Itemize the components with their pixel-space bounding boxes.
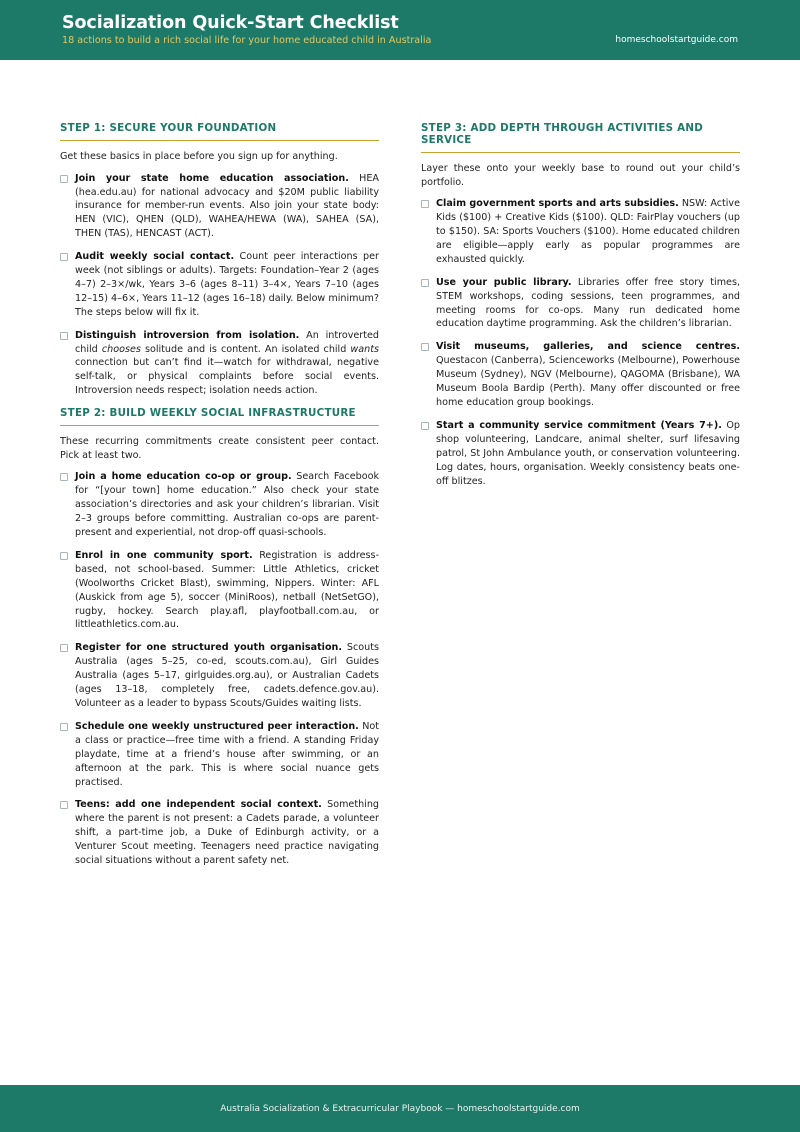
checkbox-icon[interactable] <box>421 343 429 351</box>
site-url: homeschoolstartguide.com <box>615 35 738 45</box>
checklist-item-text: Libraries offer free story times, STEM workshops, coding sessions, teen programmes, and meeting rooms for co-ops. Many run dedicated home education daytime programming. Ask the children’s librarian. <box>436 276 740 330</box>
checklist-item[interactable] <box>421 197 740 267</box>
checkbox-icon[interactable] <box>60 253 68 261</box>
checklist-item-body <box>75 250 379 320</box>
checklist-item[interactable] <box>421 340 740 410</box>
checklist-item-lead: Visit museums, galleries, and science centres. <box>436 341 740 353</box>
checkbox-icon[interactable] <box>60 332 68 340</box>
checklist-item-text: Questacon (Canberra), Scienceworks (Melbourne), Powerhouse Museum (Sydney), NGV (Melbourne), QAGOMA (Brisbane), WA Museum Boola Bardip (Perth). Many offer discounted or free home education group bookings. <box>436 355 740 408</box>
checkbox-icon[interactable] <box>60 644 68 652</box>
checklist-item-lead: Distinguish introversion from isolation. <box>75 329 300 341</box>
page-header <box>0 0 800 60</box>
two-column-layout <box>60 122 740 1082</box>
section-intro: These recurring commitments create consistent peer contact. Pick at least two. <box>60 436 379 461</box>
checklist-item-text: Registration is address-based, not school-based. Summer: Little Athletics, cricket (Woolworths Cricket Blast), swimming, Nippers. Winter: AFL (Auskick from age 5), soccer (MiniRoos), netball (NetSetGO), rugby, hockey. Search play.afl, playfootball.com.au, or littleathletics.com.au. <box>75 549 379 631</box>
checklist-item-body <box>75 641 379 711</box>
checklist-item-body <box>436 197 740 267</box>
checkbox-icon[interactable] <box>60 801 68 809</box>
checklist-item-lead: Teens: add one independent social context. <box>75 799 322 811</box>
checkbox-icon[interactable] <box>60 723 68 731</box>
checklist-item-text: Op shop volunteering, Landcare, animal shelter, surf lifesaving patrol, St John Ambulance youth, or conservation volunteering. Log dates, hours, organisation. Weekly consistency beats one-off blitzes. <box>436 419 740 487</box>
checklist-item[interactable] <box>60 798 379 868</box>
checkbox-icon[interactable] <box>421 279 429 287</box>
checklist-item-lead: Use your public library. <box>436 276 572 288</box>
checklist-section <box>421 122 740 488</box>
checklist-item-body <box>436 276 740 332</box>
checklist-section <box>60 122 379 398</box>
checklist-item-text: Something where the parent is not present: a Cadets parade, a volunteer shift, a part-time job, a Duke of Edinburgh activity, or a Venturer Scout meeting. Teenagers need practice navigating social situations without a parent safety net. <box>75 799 379 867</box>
checklist-item[interactable] <box>60 172 379 242</box>
checkbox-icon[interactable] <box>421 200 429 208</box>
checklist-item[interactable] <box>60 470 379 540</box>
checklist-item-lead: Claim government sports and arts subsidies. <box>436 198 679 210</box>
checklist-item-lead: Join your state home education association. <box>75 172 349 184</box>
checklist-item[interactable] <box>60 250 379 320</box>
checkbox-icon[interactable] <box>421 422 429 430</box>
checklist-item-body <box>436 340 740 410</box>
section-heading: STEP 3: ADD DEPTH THROUGH ACTIVITIES AND SERVICE <box>421 122 740 153</box>
checklist-section <box>60 407 379 868</box>
footer-text: Australia Socialization & Extracurricular Playbook — homeschoolstartguide.com <box>220 1103 580 1114</box>
checklist-item-body <box>75 549 379 632</box>
section-intro: Get these basics in place before you sign up for anything. <box>60 151 338 162</box>
page-title: Socialization Quick-Start Checklist <box>62 12 399 33</box>
checkbox-icon[interactable] <box>60 175 68 183</box>
checklist-item-text: HEA (hea.edu.au) for national advocacy and $20M public liability insurance for member-run events. Also join your state body: HEN (VIC), QHEN (QLD), WAHEA/HEWA (WA), SAHEA (SA), THEN (TAS), HENCAST (ACT). <box>75 172 379 240</box>
checklist-item-text: Search Facebook for “[your town] home education.” Also check your state association’s directories and ask your children’s librarian. Visit 2–3 groups before committing. Australian co-ops are parent-present and experiential, not drop-off quasi-schools. <box>75 471 380 539</box>
section-heading: STEP 2: BUILD WEEKLY SOCIAL INFRASTRUCTURE <box>60 407 379 426</box>
checklist-item[interactable] <box>60 329 379 399</box>
checklist-item[interactable] <box>60 549 379 632</box>
checklist-item-lead: Schedule one weekly unstructured peer interaction. <box>75 720 359 732</box>
checklist-item-lead: Enrol in one community sport. <box>75 549 253 561</box>
section-heading: STEP 1: SECURE YOUR FOUNDATION <box>60 122 379 141</box>
checklist-item-text: Scouts Australia (ages 5–25, co-ed, scouts.com.au), Girl Guides Australia (ages 5–17, girlguides.org.au), or Australian Cadets (ages 13–18, completely free, cadets.defence.gov.au). Volunteer as a leader to bypass Scouts/Guides waiting lists. <box>75 642 380 710</box>
page-content <box>0 60 800 1085</box>
checklist-item-lead: Start a community service commitment (Years 7+). <box>436 419 722 431</box>
checklist-item-text: Not a class or practice—free time with a friend. A standing Friday playdate, time at a friend’s house after swimming, or an afternoon at the park. This is where social nuance gets practised. <box>75 720 380 788</box>
page-subtitle: 18 actions to build a rich social life for your home educated child in Australia <box>62 34 432 46</box>
checklist-item[interactable] <box>60 641 379 711</box>
checklist-item-lead: Register for one structured youth organisation. <box>75 642 343 654</box>
checklist-item-body <box>75 798 379 868</box>
checklist-item-lead: Join a home education co-op or group. <box>75 471 292 483</box>
checklist-item[interactable] <box>421 276 740 332</box>
checklist-item-body <box>75 720 379 790</box>
header-left-group <box>0 14 431 47</box>
checklist-item-body <box>75 329 379 399</box>
checklist-item-lead: Audit weekly social contact. <box>75 251 235 263</box>
section-intro: Layer these onto your weekly base to round out your child’s portfolio. <box>421 163 740 188</box>
checkbox-icon[interactable] <box>60 473 68 481</box>
checklist-item-body <box>75 470 379 540</box>
checklist-item-body <box>436 419 740 489</box>
checklist-item-text: NSW: Active Kids ($100) + Creative Kids ($100). QLD: FairPlay vouchers (up to $150). SA: Sports Vouchers ($100). Home educated children are eligible—apply early as popular programmes are exhausted quickly. <box>436 198 740 265</box>
checklist-item[interactable] <box>60 720 379 790</box>
checklist-item-text: An introverted child chooses solitude and is content. An isolated child wants connection but can’t find it—watch for withdrawal, negative self-talk, or physical complaints before social events. Introversion needs respect; isolation needs action. <box>75 329 379 397</box>
page-footer <box>0 1085 800 1132</box>
checkbox-icon[interactable] <box>60 552 68 560</box>
checklist-item[interactable] <box>421 419 740 489</box>
checklist-item-body <box>75 172 379 242</box>
checklist-item-text: Count peer interactions per week (not siblings or adults). Targets: Foundation–Year 2 (ages 4–7) 2–3×/wk, Years 3–6 (ages 8–11) 3–4×, Years 7–10 (ages 12–15) 4–6×, Years 11–12 (ages 16–18) daily. Below minimum? The steps below will fix it. <box>75 251 379 318</box>
